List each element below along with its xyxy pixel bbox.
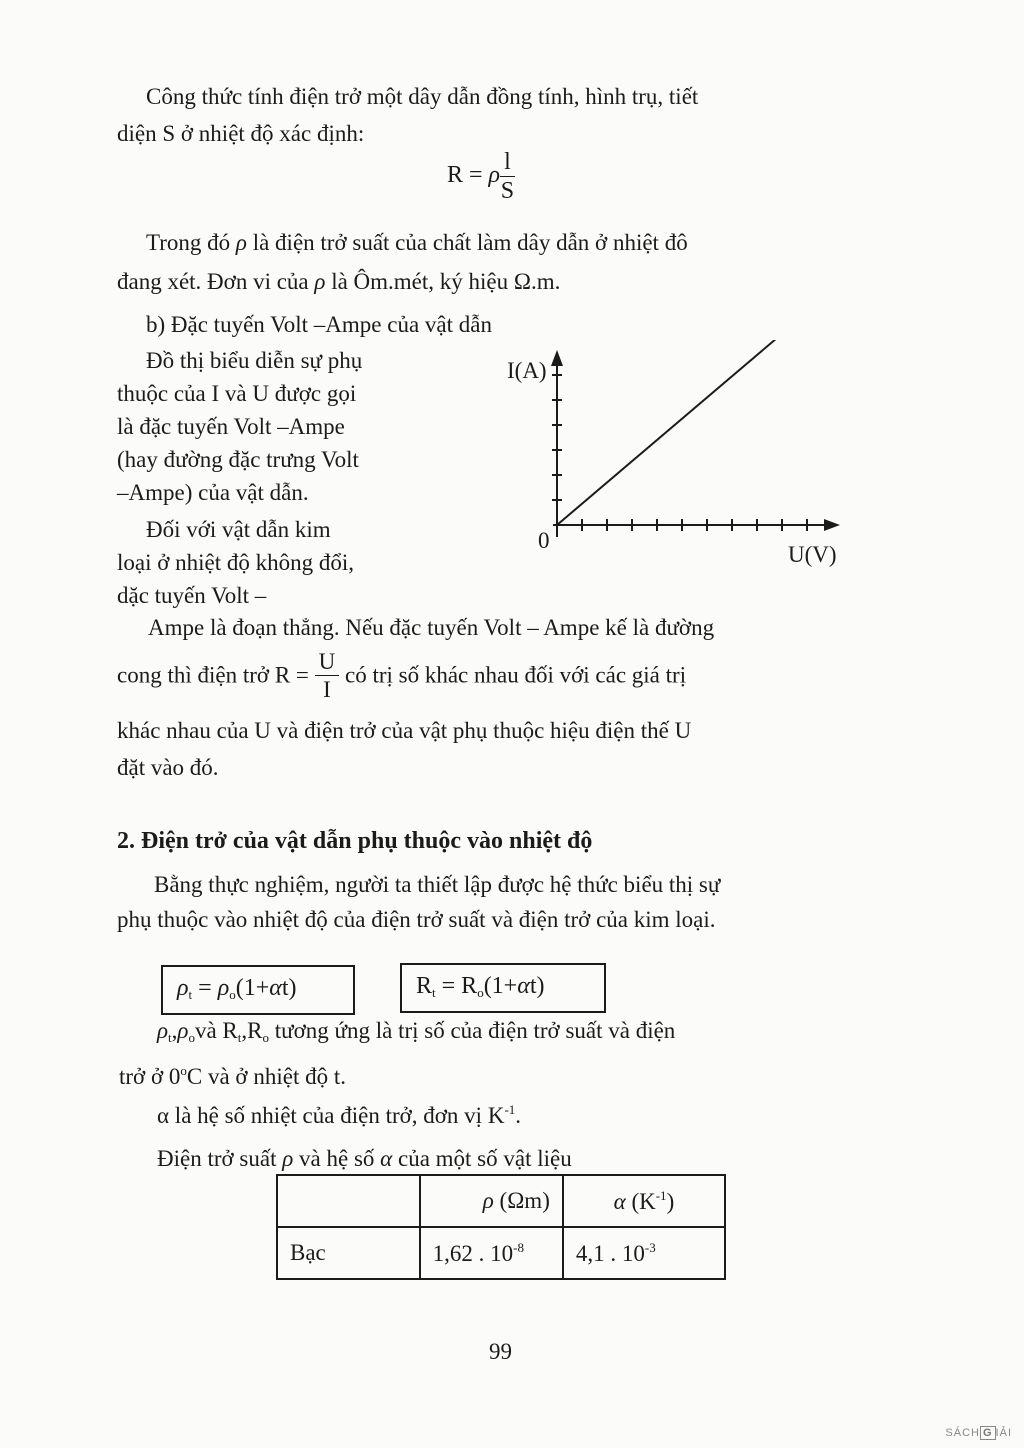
watermark-logo — [945, 1426, 1012, 1440]
table-header-row — [277, 1175, 725, 1227]
paragraph-rho-line1 — [146, 230, 688, 256]
subheading-b: b) Đặc tuyến Volt –Ampe của vật dẫn — [146, 312, 492, 337]
paragraph-ampe-line3: khác nhau của U và điện trở của vật phụ thuộc hiệu điện thế U — [117, 718, 692, 743]
text: = R — [435, 973, 478, 999]
text: của một số vật liệu — [392, 1146, 572, 1171]
alpha-symbol: α — [517, 973, 530, 999]
watermark-text: SÁCH — [945, 1427, 980, 1439]
text: t) — [529, 973, 545, 999]
text: và ở nhiệt độ t. — [202, 1064, 346, 1089]
rho-symbol: ρ — [314, 269, 326, 294]
text-line: Công thức tính điện trở một dây dẫn đồng tính, hình trụ, tiết — [146, 84, 699, 109]
text: . — [515, 1103, 522, 1128]
formula-box-r — [400, 963, 606, 1013]
alpha-symbol: α — [380, 1146, 393, 1171]
text: 0 — [168, 1064, 181, 1089]
left-column-line: loại ở nhiệt độ không đổi, — [117, 550, 355, 575]
origin-label: 0 — [538, 528, 550, 553]
fraction-denominator: I — [323, 677, 331, 702]
watermark-text: IẢI — [995, 1427, 1012, 1439]
left-column-line: dặc tuyến Volt – — [117, 583, 267, 608]
superscript: o — [180, 1063, 187, 1078]
rho-symbol: ρ — [488, 162, 501, 189]
superscript: -8 — [513, 1239, 524, 1255]
header-cell-rho: ρ (Ωm) — [420, 1175, 563, 1227]
x-axis-arrow — [824, 519, 840, 531]
text: = — [192, 975, 218, 1001]
subscript: t — [237, 1030, 242, 1045]
rho-symbol: ρ — [235, 230, 247, 255]
text: tương ứng là trị số của điện trở suất và điện — [269, 1018, 676, 1043]
fraction-u-over-i — [315, 650, 340, 701]
rho-symbol: ρ — [217, 975, 230, 1001]
text: trở ở — [119, 1064, 169, 1089]
subscript: o — [477, 985, 484, 1000]
rho-symbol: ρ — [282, 1146, 294, 1171]
text-line: diện S ở nhiệt độ xác định: — [117, 121, 365, 146]
paragraph-intro-cont — [117, 115, 364, 152]
subscript: o — [262, 1030, 269, 1045]
header-cell-empty — [277, 1175, 420, 1227]
text: α là hệ số nhiệt của điện trở, đơn vị K — [157, 1103, 505, 1128]
text: (1+ — [483, 973, 518, 999]
left-column-line: (hay đường đặc trưng Volt — [117, 447, 359, 472]
superscript: -1 — [504, 1102, 516, 1117]
rho-symbol: ρ — [177, 975, 189, 1001]
alpha-value-cell — [563, 1227, 725, 1279]
paragraph-ampe-line2 — [117, 650, 686, 701]
formula-resistance — [447, 150, 515, 203]
left-column-line: –Ampe) của vật dẫn. — [117, 480, 309, 505]
paragraph-symbols-line2 — [119, 1063, 346, 1090]
text: Trong đó — [146, 230, 236, 255]
text: C — [186, 1064, 203, 1089]
rho-symbol: ρ — [177, 1018, 189, 1043]
left-column-line: là đặc tuyến Volt –Ampe — [117, 414, 345, 439]
text: là điện trở suất của chất làm dây dẫn ở nhiệt đô — [246, 230, 688, 255]
iv-characteristic-chart — [480, 340, 900, 580]
fraction-denominator: S — [500, 178, 515, 204]
superscript: -1 — [655, 1187, 667, 1203]
subscript: o — [229, 987, 236, 1002]
table-row — [277, 1227, 725, 1279]
paragraph-ampe-line4: đặt vào đó. — [117, 755, 219, 780]
text: và R — [194, 1018, 238, 1043]
text: là Ôm.mét, ký hiệu Ω.m. — [325, 269, 561, 294]
formula-lhs: R = — [447, 162, 489, 189]
rho-symbol: ρ — [157, 1018, 169, 1043]
subscript: t — [432, 985, 436, 1000]
subscript: t — [188, 987, 193, 1002]
formula-lhs: R = — [274, 662, 315, 688]
text: t) — [281, 975, 297, 1001]
text: có trị số khác nhau đối với các giá trị — [339, 662, 687, 688]
fraction-numerator: U — [315, 650, 340, 676]
paragraph-symbols-line1: $\rho_t,\rho_ovà$ $R_t,R_o$ tương ứng là trị số của điện trở suất và điện — [157, 1018, 676, 1045]
material-table — [276, 1174, 726, 1280]
subscript: t — [168, 1030, 172, 1045]
page-number: 99 — [489, 1339, 512, 1364]
paragraph-rho-line2 — [117, 269, 560, 295]
x-axis-label: U(V) — [788, 542, 837, 567]
superscript: -3 — [644, 1239, 656, 1255]
alpha-symbol: α — [269, 975, 282, 1001]
paragraph-ampe-line1: Ampe là đoạn thẳng. Nếu đặc tuyến Volt – Ampe kế là đường — [148, 615, 715, 640]
paragraph-intro — [146, 78, 698, 115]
y-axis-arrow — [551, 350, 563, 366]
left-column-line: Đối với vật dẫn kim — [146, 517, 331, 542]
left-column-line: Đồ thị biểu diễn sự phụ — [146, 348, 363, 373]
fraction — [500, 150, 515, 203]
fraction-numerator: l — [500, 150, 515, 177]
rho-symbol: ρ — [482, 1188, 494, 1213]
text: cong thì điện trở — [117, 662, 275, 688]
alpha-symbol: α — [613, 1188, 626, 1214]
y-axis-label: I(A) — [507, 358, 547, 383]
watermark-icon: G — [980, 1426, 996, 1440]
material-name-cell: Bạc — [277, 1227, 420, 1279]
text: R — [416, 973, 433, 999]
text: và hệ số — [293, 1146, 381, 1171]
section-heading-2: 2. Điện trở của vật dẫn phụ thuộc vào nhiệt độ — [117, 828, 593, 854]
paragraph-experiment-line1: Bằng thực nghiệm, người ta thiết lập được hệ thức biểu thị sự — [154, 872, 721, 897]
paragraph-alpha — [157, 1102, 521, 1129]
header-cell-alpha: α $(K^{-1})$ — [563, 1175, 725, 1227]
paragraph-experiment-line2: phụ thuộc vào nhiệt độ của điện trở suất và điện trở của kim loại. — [117, 907, 716, 932]
rho-value-cell — [420, 1227, 563, 1279]
text: 4,1 . 10 — [575, 1240, 645, 1266]
paragraph-table-intro — [157, 1146, 572, 1172]
formula-box-rho — [161, 965, 355, 1015]
iv-line — [557, 340, 807, 525]
text: Điện trở suất — [157, 1146, 283, 1171]
left-column-line: thuộc của I và U được gọi — [117, 381, 357, 406]
subscript: o — [188, 1030, 195, 1045]
text: đang xét. Đơn vi của — [117, 269, 315, 294]
text: (1+ — [235, 975, 270, 1001]
text: 1,62 . 10 — [432, 1240, 514, 1266]
